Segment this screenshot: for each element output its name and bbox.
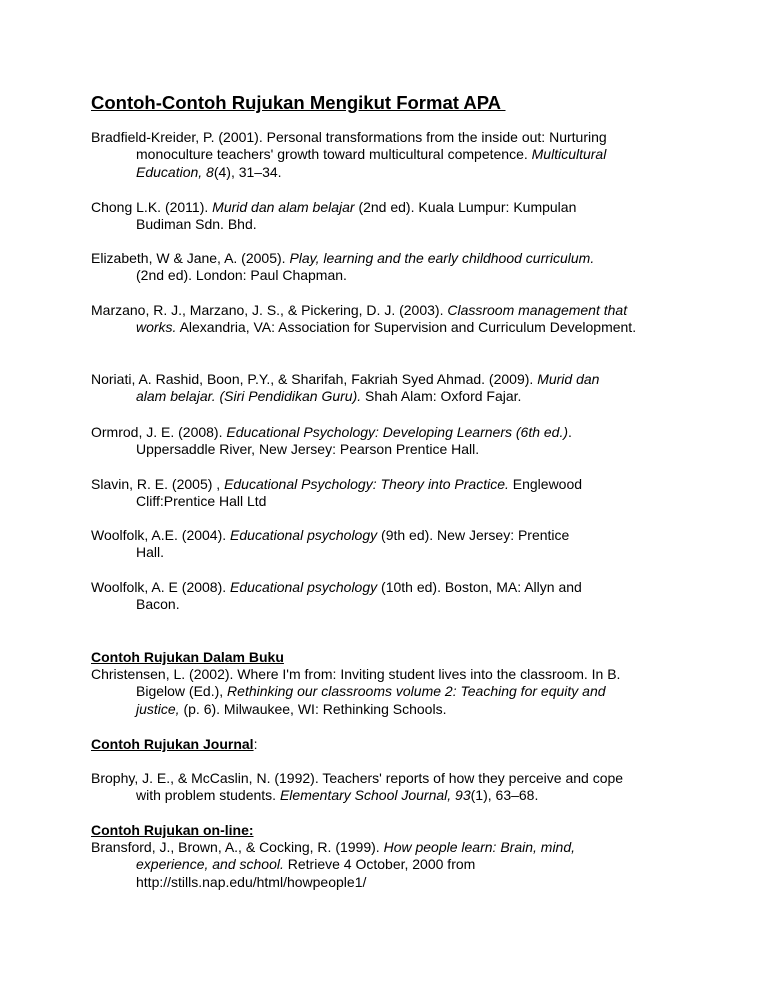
- reference-ormrod: Ormrod, J. E. (2008). Educational Psychology: Developing Learners (6th ed.). Uppersaddle River, New Jersey: Pearson Prentice Hall.: [91, 424, 572, 458]
- reference-woolfolk-2008: Woolfolk, A. E (2008). Educational psychology (10th ed). Boston, MA: Allyn and Bacon.: [91, 579, 582, 613]
- reference-woolfolk-2004: Woolfolk, A.E. (2004). Educational psychology (9th ed). New Jersey: Prentice Hall.: [91, 527, 570, 561]
- reference-slavin: Slavin, R. E. (2005) , Educational Psychology: Theory into Practice. Englewood Cliff:Prentice Hall Ltd: [91, 476, 583, 510]
- reference-elizabeth: Elizabeth, W & Jane, A. (2005). Play, learning and the early childhood curriculum. (2nd ed). London: Paul Chapman.: [91, 250, 595, 284]
- reference-bradfield-kreider: Bradfield-Kreider, P. (2001). Personal transformations from the inside out: Nurturing monoculture teachers' growth toward multicultural competence. Multicultural Education, 8(4), 31–34.: [91, 129, 607, 180]
- reference-brophy: Brophy, J. E., & McCaslin, N. (1992). Teachers' reports of how they perceive and cope with problem students. Elementary School Journal, 93(1), 63–68.: [91, 770, 624, 804]
- section-heading-online: Contoh Rujukan on-line:: [91, 822, 254, 838]
- reference-marzano: Marzano, R. J., Marzano, J. S., & Pickering, D. J. (2003). Classroom management that works. Alexandria, VA: Association for Supervision and Curriculum Development.: [91, 302, 637, 336]
- reference-christensen: Christensen, L. (2002). Where I'm from: Inviting student lives into the classroom. In B. Bigelow (Ed.), Rethinking our classrooms volume 2: Teaching for equity and justice, (p. 6). Milwaukee, WI: Rethinking Schools.: [91, 666, 621, 717]
- reference-bransford: Bransford, J., Brown, A., & Cocking, R. (1999). How people learn: Brain, mind, experience, and school. Retrieve 4 October, 2000 from http://stills.nap.edu/html/howpeople1/: [91, 839, 691, 891]
- reference-chong: Chong L.K. (2011). Murid dan alam belajar (2nd ed). Kuala Lumpur: Kumpulan Budiman Sdn. Bhd.: [91, 199, 577, 233]
- reference-noriati: Noriati, A. Rashid, Boon, P.Y., & Sharifah, Fakriah Syed Ahmad. (2009). Murid dan alam belajar. (Siri Pendidikan Guru). Shah Alam: Oxford Fajar.: [91, 371, 600, 405]
- bransford-url: http://stills.nap.edu/html/howpeople1/: [136, 873, 367, 890]
- section-heading-buku: Contoh Rujukan Dalam Buku: [91, 649, 284, 665]
- section-heading-journal: Contoh Rujukan Journal:: [91, 736, 258, 752]
- page-title: Contoh-Contoh Rujukan Mengikut Format APA: [91, 92, 506, 113]
